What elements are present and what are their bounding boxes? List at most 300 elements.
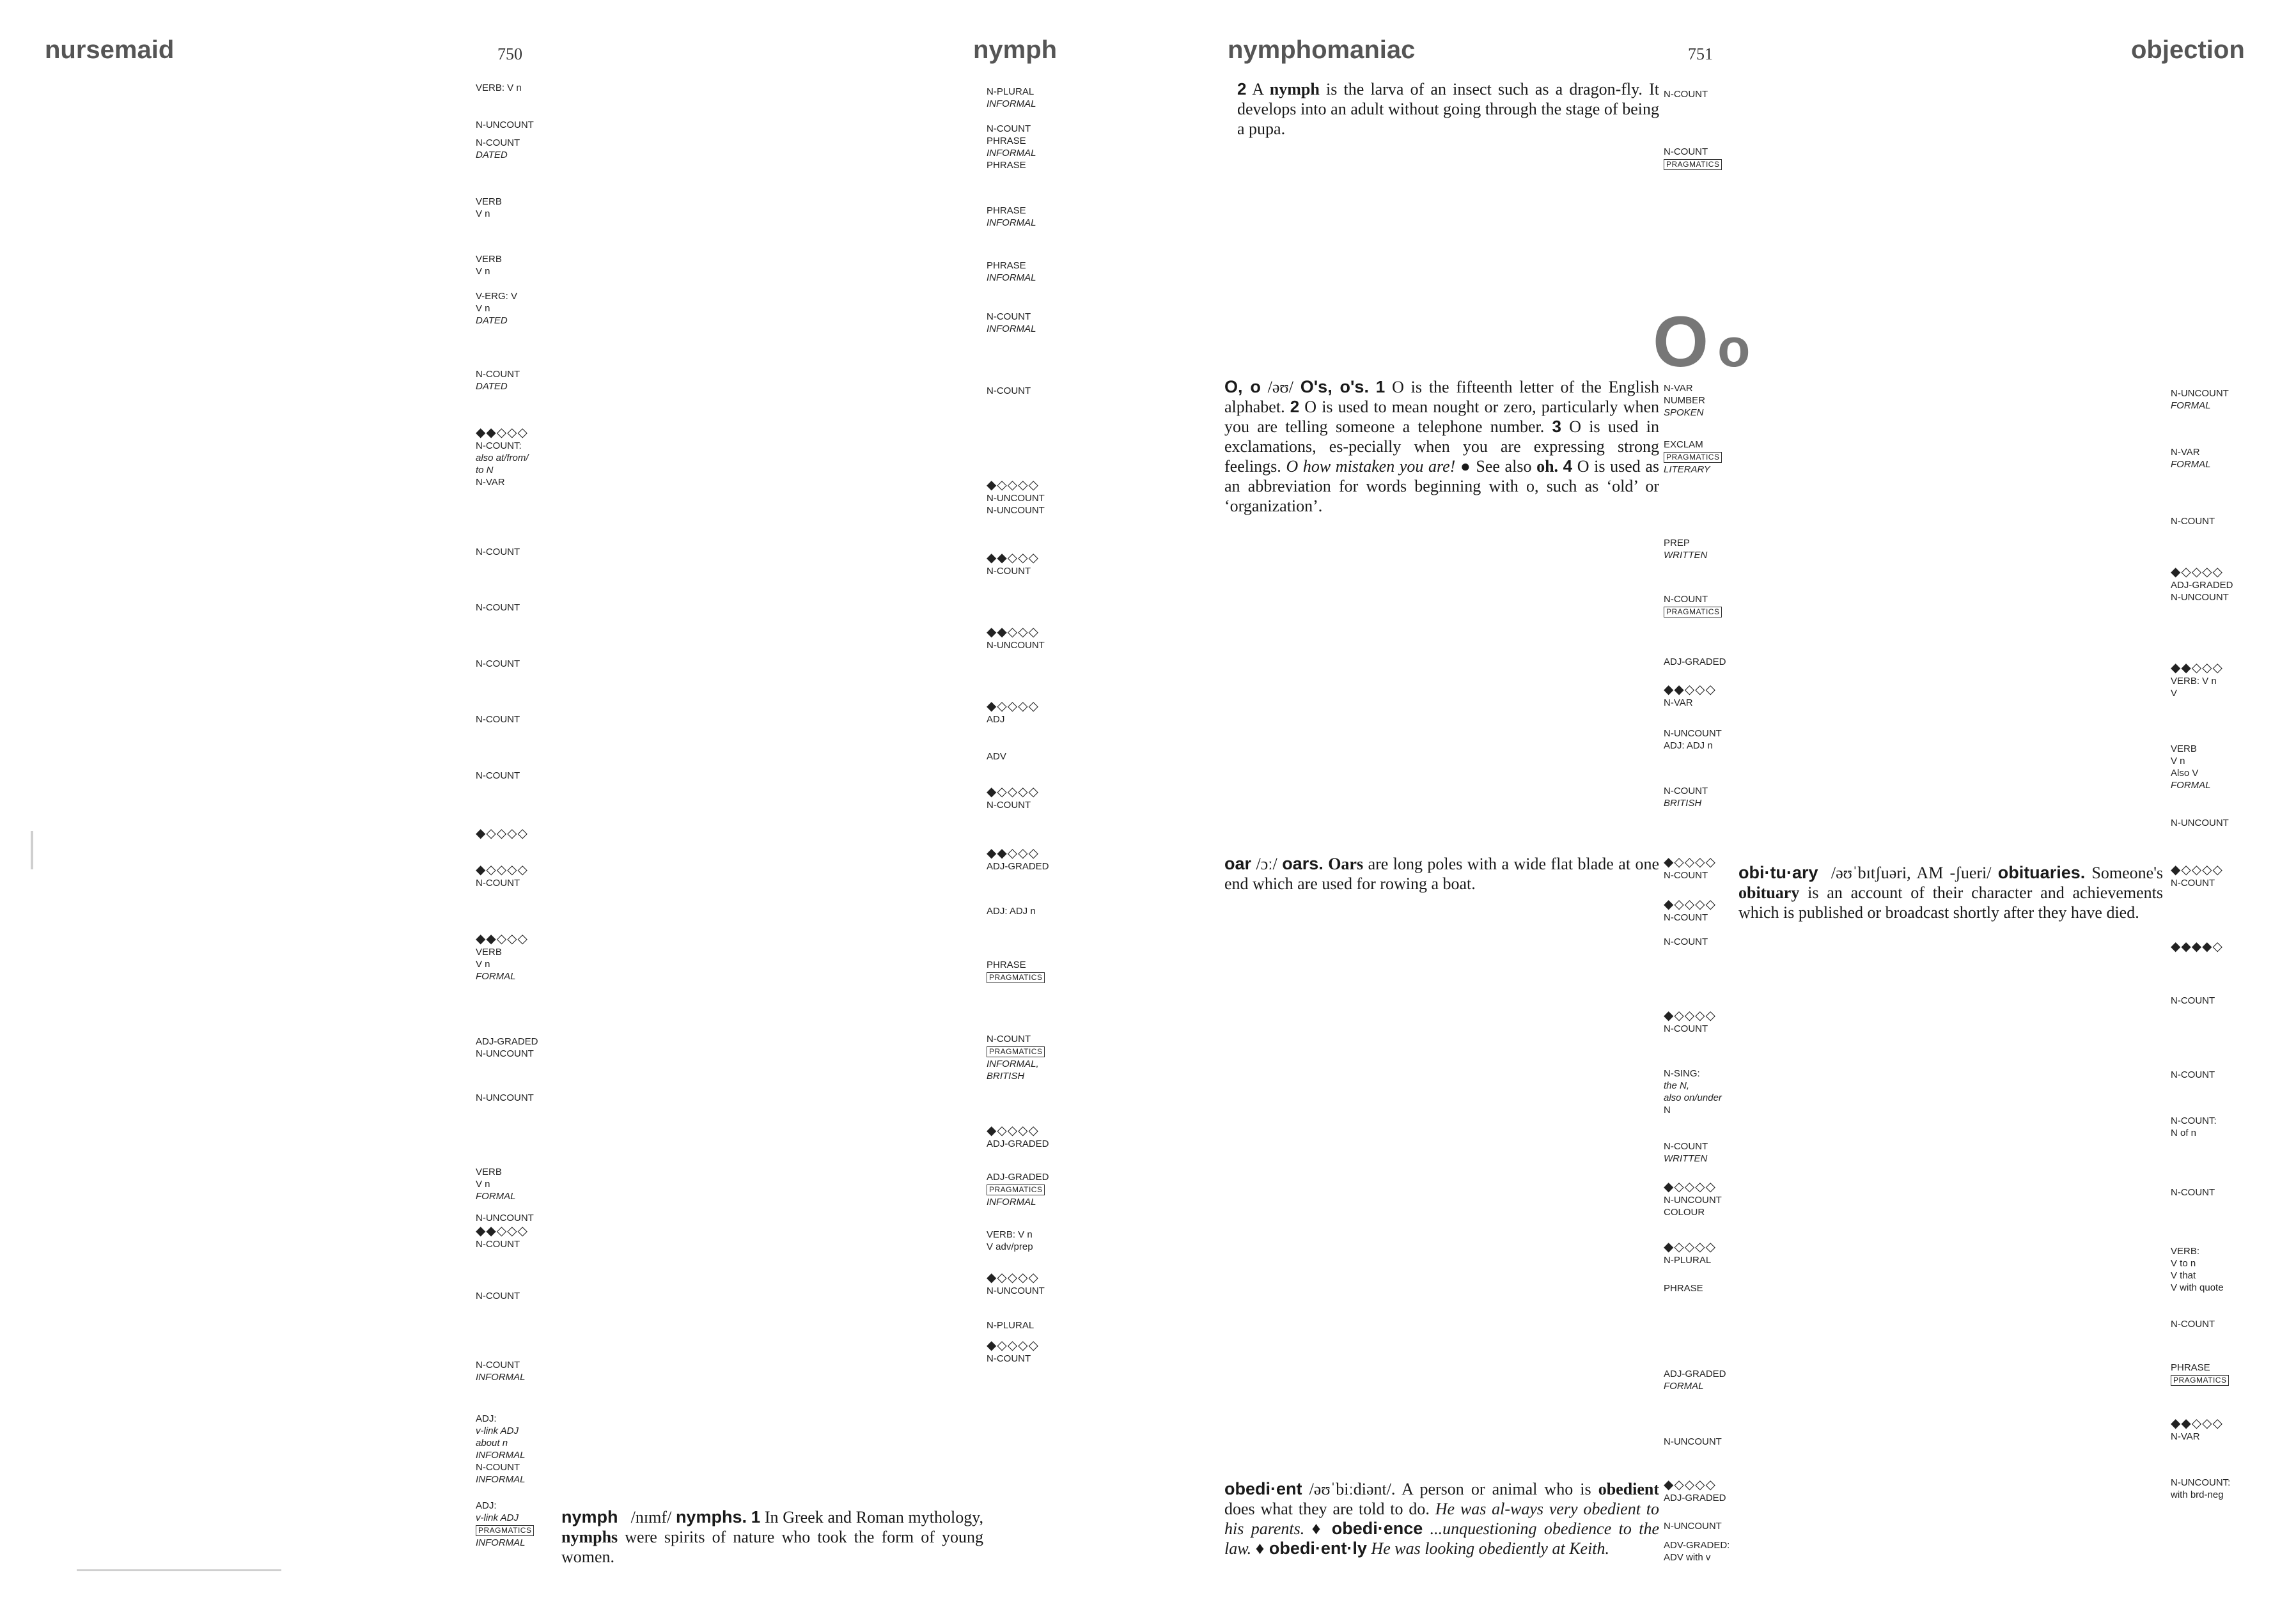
grammar-label xyxy=(2171,515,2215,527)
grammar-label-line: V with quote xyxy=(2171,1282,2224,1293)
grammar-label-line: VERB xyxy=(2171,743,2197,754)
grammar-label-line: N-UNCOUNT xyxy=(476,1048,534,1059)
grammar-label xyxy=(2171,1245,2224,1294)
derived-form: ♦ obedi·ent·ly xyxy=(1255,1539,1367,1558)
grammar-label-line: WRITTEN xyxy=(1664,550,1708,561)
grammar-label xyxy=(987,86,1036,110)
running-head-right: nymphomaniac xyxy=(1228,36,1416,64)
grammar-label xyxy=(1664,727,1722,752)
grammar-label-line: FORMAL xyxy=(476,1191,516,1202)
derived-form: ♦ obedi·ence xyxy=(1311,1519,1423,1538)
grammar-label-line: V that xyxy=(2171,1270,2196,1281)
grammar-label xyxy=(476,1092,534,1104)
grammar-label-line: ADV xyxy=(987,751,1006,762)
grammar-label xyxy=(1664,897,1716,924)
page-number-right: 751 xyxy=(1688,45,1713,63)
grammar-label xyxy=(2171,387,2229,412)
sense-number: 1 xyxy=(751,1507,761,1526)
grammar-label-line: INFORMAL xyxy=(987,323,1036,334)
grammar-label-line: V xyxy=(2171,688,2178,699)
definition-text: were spirits of nature who took the form of young women. xyxy=(561,1528,983,1566)
definition-bold: nymph xyxy=(1269,80,1320,98)
grammar-label-line: with brd-neg xyxy=(2171,1489,2224,1500)
grammar-label-line: PHRASE xyxy=(987,136,1026,146)
sense-number: 3 xyxy=(1552,417,1561,436)
grammar-label-line: V n xyxy=(476,208,490,219)
grammar-label xyxy=(476,546,520,558)
grammar-label-line: VERB: xyxy=(2171,1246,2200,1257)
grammar-label-line: ◆◆◇◇◇ xyxy=(2171,661,2223,675)
grammar-label-line: N-UNCOUNT xyxy=(1664,1195,1722,1206)
grammar-label-line: PHRASE xyxy=(1664,1283,1703,1294)
grammar-label-line: INFORMAL xyxy=(476,1372,526,1383)
grammar-label-line: ◆◆◇◇◇ xyxy=(2171,1417,2223,1431)
definition-text: does what they are told to do. xyxy=(1224,1500,1430,1518)
grammar-label xyxy=(476,658,520,670)
grammar-label-line: N-UNCOUNT xyxy=(2171,592,2229,603)
grammar-label-line: N-COUNT xyxy=(2171,1069,2215,1080)
grammar-label xyxy=(987,551,1039,577)
grammar-label-line: ◆◇◇◇◇ xyxy=(987,699,1039,713)
grammar-label-line: ◆◇◇◇◇ xyxy=(1664,1478,1716,1492)
pronunciation: /ɔː/ xyxy=(1256,855,1277,873)
grammar-label xyxy=(987,1339,1039,1365)
headword: nymph xyxy=(561,1507,618,1526)
definition-text: A xyxy=(1252,80,1263,98)
grammar-label-line: N-COUNT xyxy=(987,1034,1031,1044)
grammar-label xyxy=(1664,593,1722,618)
grammar-label xyxy=(1664,936,1708,948)
definition-text: is the larva of an insect such as a dragon-fly. It develops into an adult without going through the stage of being a pupa. xyxy=(1237,80,1659,138)
grammar-label-line: N-COUNT xyxy=(2171,1319,2215,1330)
cross-reference-word: oh. xyxy=(1536,457,1559,476)
page-number-left: 750 xyxy=(497,45,522,63)
grammar-label xyxy=(987,1271,1045,1297)
grammar-label-line: VERB xyxy=(476,196,502,207)
example-text: He was al-ways very obedient to his parents. xyxy=(1224,1500,1660,1538)
grammar-label xyxy=(1664,1180,1722,1218)
grammar-label-line: ADJ-GRADED xyxy=(1664,1493,1726,1503)
grammar-label-line: INFORMAL xyxy=(987,272,1036,283)
headword: obi·tu·ary xyxy=(1738,863,1818,882)
grammar-label-line: ADJ-GRADED xyxy=(987,861,1049,872)
grammar-label-line: INFORMAL xyxy=(476,1537,526,1548)
grammar-label-line: INFORMAL, xyxy=(987,1059,1039,1069)
grammar-label-line: V n xyxy=(2171,756,2185,766)
grammar-label-line: PRAGMATICS xyxy=(2171,1375,2229,1386)
grammar-label-line: N-UNCOUNT xyxy=(476,1092,534,1103)
grammar-label xyxy=(987,205,1036,229)
entry-o xyxy=(1224,377,1659,516)
grammar-label-line: N-COUNT xyxy=(476,602,520,613)
grammar-label xyxy=(476,863,528,889)
grammar-label-line: ◆◇◇◇◇ xyxy=(987,1271,1039,1285)
right-page xyxy=(1148,0,2296,1623)
grammar-label-line: ADJ: ADJ n xyxy=(987,906,1036,917)
definition-text: are long poles with a wide flat blade at one end which are used for rowing a boat. xyxy=(1224,855,1660,893)
running-head-right-end: objection xyxy=(2131,36,2245,64)
grammar-label-line: V n xyxy=(476,959,490,970)
grammar-label-line: N-COUNT xyxy=(2171,878,2215,889)
grammar-label xyxy=(1664,1368,1726,1392)
running-head-left-end: nymph xyxy=(973,36,1058,64)
grammar-label-line: N-UNCOUNT xyxy=(1664,1521,1722,1532)
grammar-label-line: N-COUNT xyxy=(476,770,520,781)
grammar-label xyxy=(476,1166,516,1202)
grammar-label-line: ADJ-GRADED xyxy=(476,1036,538,1047)
example-text: He was looking obediently at Keith. xyxy=(1371,1539,1610,1558)
grammar-label xyxy=(1664,1282,1703,1294)
grammar-label-line: N-COUNT xyxy=(1664,1141,1708,1152)
grammar-label-line: N-VAR xyxy=(2171,1431,2200,1442)
grammar-label xyxy=(476,1413,526,1486)
grammar-label-line: ADJ-GRADED xyxy=(987,1172,1049,1183)
grammar-label-line: INFORMAL xyxy=(476,1474,526,1485)
grammar-label-line: LITERARY xyxy=(1664,464,1710,475)
inflected-forms: O's, o's. xyxy=(1300,377,1369,396)
grammar-label-line: PRAGMATICS xyxy=(987,1184,1045,1195)
grammar-label-line: ◆◆◇◇◇ xyxy=(476,1224,528,1238)
grammar-label-line: N-VAR xyxy=(1664,383,1693,394)
grammar-label-line: ◆◇◇◇◇ xyxy=(987,1339,1039,1353)
grammar-label-line: SPOKEN xyxy=(1664,407,1704,418)
grammar-label-line: N-COUNT xyxy=(476,1291,520,1301)
grammar-label-line: V n xyxy=(476,1179,490,1190)
grammar-label-line: N-COUNT xyxy=(1664,146,1708,157)
grammar-label-line: N-UNCOUNT xyxy=(1664,728,1722,739)
grammar-label-line: N-COUNT xyxy=(476,369,520,380)
grammar-label-line: PHRASE xyxy=(987,260,1026,271)
grammar-label xyxy=(987,311,1036,335)
grammar-label-line: FORMAL xyxy=(2171,400,2211,411)
grammar-label xyxy=(987,385,1031,397)
grammar-label-line: ◆◆◇◇◇ xyxy=(987,846,1039,860)
grammar-label-line: DATED xyxy=(476,150,508,160)
definition-text: A person or animal who is xyxy=(1402,1480,1591,1498)
grammar-label xyxy=(476,368,520,392)
grammar-label xyxy=(1664,146,1722,171)
grammar-label xyxy=(2171,743,2211,791)
grammar-label-line: N-COUNT xyxy=(1664,89,1708,100)
grammar-label-line: N-COUNT xyxy=(476,714,520,725)
definition-text: O is used as an abbreviation for words beginning with o, such as ‘old’ or ‘organization’. xyxy=(1224,457,1660,515)
grammar-label-line: ◆◇◇◇◇ xyxy=(476,863,528,877)
headword: obedi·ent xyxy=(1224,1479,1302,1498)
grammar-label xyxy=(2171,661,2223,699)
grammar-label xyxy=(2171,1069,2215,1081)
sense-number: 2 xyxy=(1290,397,1300,416)
grammar-label-line: v-link ADJ xyxy=(476,1512,519,1523)
grammar-label-line: N-UNCOUNT xyxy=(476,1213,534,1223)
pronunciation: /əʊˈbɪtʃuəri, AM -ʃueri/ xyxy=(1831,864,1992,882)
grammar-label-line: ◆◇◇◇◇ xyxy=(1664,897,1716,912)
grammar-label xyxy=(476,137,520,161)
grammar-label-line: also at/from/ xyxy=(476,453,529,463)
grammar-label xyxy=(987,1319,1034,1332)
grammar-label-line: PRAGMATICS xyxy=(1664,607,1722,617)
grammar-label xyxy=(476,1290,520,1302)
grammar-label-line: PHRASE xyxy=(987,205,1026,216)
grammar-label xyxy=(987,625,1045,651)
grammar-label-line: N of n xyxy=(2171,1128,2197,1138)
grammar-label xyxy=(476,1212,534,1250)
grammar-label-line: ◆◆◇◇◇ xyxy=(1664,683,1716,697)
grammar-label xyxy=(476,119,534,131)
letter-upper: O xyxy=(1653,302,1709,382)
entry-oar xyxy=(1224,854,1659,894)
definition-text: O is used to mean nought or zero, particularly when you are telling someone a telephone number. xyxy=(1224,398,1659,436)
grammar-label xyxy=(476,290,517,327)
grammar-label xyxy=(2171,1417,2223,1443)
grammar-label-line: PRAGMATICS xyxy=(987,1046,1045,1057)
grammar-label xyxy=(1664,537,1707,561)
pronunciation: /nɪmf/ xyxy=(630,1508,672,1526)
inflected-forms: nymphs. xyxy=(675,1507,747,1526)
grammar-label-line: ADJ-GRADED xyxy=(2171,580,2233,591)
grammar-label xyxy=(1664,1478,1726,1504)
grammar-label-line: ◆◇◇◇◇ xyxy=(1664,1009,1716,1023)
definition-bold: nymphs xyxy=(561,1528,618,1546)
grammar-label-line: ◆◆◇◇◇ xyxy=(987,551,1039,565)
grammar-label-line: also on/under xyxy=(1664,1092,1722,1103)
grammar-label-line: N-COUNT xyxy=(987,800,1031,811)
grammar-label-line: VERB xyxy=(476,947,502,958)
grammar-label-line: FORMAL xyxy=(476,971,516,982)
grammar-label-line: N-COUNT xyxy=(476,137,520,148)
grammar-label-line: ◆◇◇◇◇ xyxy=(2171,863,2223,877)
grammar-label-line: ◆◇◇◇◇ xyxy=(987,1124,1039,1138)
grammar-label-line: PRAGMATICS xyxy=(1664,159,1722,170)
grammar-label-line: N-COUNT: xyxy=(476,440,522,451)
grammar-label-line: N-VAR xyxy=(476,477,505,488)
letter-lower: o xyxy=(1717,318,1751,378)
grammar-label-line: N-VAR xyxy=(2171,447,2200,458)
grammar-label xyxy=(987,750,1006,763)
grammar-label xyxy=(476,770,520,782)
grammar-label-line: N-COUNT xyxy=(476,878,520,889)
grammar-label-line: BRITISH xyxy=(1664,798,1702,809)
grammar-label-line: V n xyxy=(476,303,490,314)
grammar-label-line: EXCLAM xyxy=(1664,439,1703,450)
headword: O, o xyxy=(1224,377,1261,396)
grammar-label-line: ADJ: ADJ n xyxy=(1664,740,1713,751)
grammar-label xyxy=(1664,656,1726,668)
grammar-label-line: ◆◇◇◇◇ xyxy=(1664,1240,1716,1254)
cross-reference: ● See also xyxy=(1460,457,1532,476)
grammar-label-line: N-UNCOUNT xyxy=(2171,818,2229,828)
grammar-label xyxy=(1664,1140,1708,1165)
grammar-label-line: INFORMAL xyxy=(987,217,1036,228)
grammar-label-line: ADJ xyxy=(987,714,1005,725)
grammar-label-line: N-COUNT xyxy=(987,566,1031,577)
grammar-label-line: N-UNCOUNT xyxy=(1664,1436,1722,1447)
grammar-label-line: ADV-GRADED: xyxy=(1664,1540,1730,1551)
grammar-label xyxy=(1664,855,1716,881)
grammar-label xyxy=(2171,863,2223,889)
grammar-label-line: N xyxy=(1664,1105,1671,1115)
grammar-label-line: about n xyxy=(476,1438,508,1448)
entry-obedient xyxy=(1224,1479,1659,1558)
definition-text: Someone's xyxy=(2091,864,2164,882)
grammar-label xyxy=(476,827,528,841)
grammar-label-line: PHRASE xyxy=(987,160,1026,171)
grammar-label xyxy=(476,932,528,982)
grammar-label-line: N-COUNT xyxy=(476,658,520,669)
grammar-label-line: N-COUNT xyxy=(987,123,1031,134)
grammar-label-line: VERB: V n xyxy=(2171,676,2217,687)
grammar-label xyxy=(987,905,1036,917)
grammar-label-line: ◆◇◇◇◇ xyxy=(476,827,528,841)
entry-obituary xyxy=(1738,863,2163,922)
grammar-label-line: PRAGMATICS xyxy=(476,1525,534,1536)
grammar-label-line: N-UNCOUNT xyxy=(476,120,534,130)
grammar-label-line: the N, xyxy=(1664,1080,1690,1091)
grammar-label-line: V adv/prep xyxy=(987,1241,1033,1252)
grammar-label-line: VERB xyxy=(476,1167,502,1177)
grammar-label-line: N-PLURAL xyxy=(987,86,1035,97)
grammar-label xyxy=(987,846,1049,873)
grammar-label-line: N-PLURAL xyxy=(1664,1255,1712,1266)
grammar-label-line: PHRASE xyxy=(987,959,1026,970)
grammar-label xyxy=(987,959,1045,984)
grammar-label-line: DATED xyxy=(476,381,508,392)
grammar-label xyxy=(987,260,1036,284)
grammar-label-line: N-COUNT xyxy=(1664,1023,1708,1034)
grammar-label-line: N-COUNT xyxy=(987,1353,1031,1364)
grammar-label-line: PRAGMATICS xyxy=(987,972,1045,983)
grammar-label-line: ADV with v xyxy=(1664,1552,1711,1563)
grammar-label-line: ◆◇◇◇◇ xyxy=(1664,1180,1716,1194)
grammar-label-line: N-COUNT xyxy=(1664,936,1708,947)
grammar-label-line: ◆◆◆◆◇ xyxy=(2171,940,2223,954)
grammar-label xyxy=(1664,785,1708,809)
grammar-label xyxy=(476,196,502,220)
grammar-label xyxy=(2171,940,2223,954)
example-text: ...unquestioning obedience to the law. xyxy=(1224,1519,1660,1558)
grammar-label xyxy=(1664,1539,1730,1564)
headword: oar xyxy=(1224,854,1252,873)
entry-nymph xyxy=(561,1507,983,1567)
grammar-label-line: N-VAR xyxy=(1664,697,1693,708)
grammar-label-line: N-UNCOUNT xyxy=(2171,388,2229,399)
grammar-label-line: DATED xyxy=(476,315,508,326)
grammar-label-line: N-COUNT xyxy=(2171,1187,2215,1198)
grammar-label xyxy=(987,699,1039,726)
grammar-label xyxy=(987,785,1039,811)
grammar-label-line: N-COUNT xyxy=(476,1360,520,1371)
grammar-label-line: BRITISH xyxy=(987,1071,1025,1082)
grammar-label xyxy=(476,1500,534,1549)
grammar-label-line: ADJ-GRADED xyxy=(1664,656,1726,667)
grammar-label-line: to N xyxy=(476,465,494,476)
grammar-label-line: N-COUNT xyxy=(476,1462,520,1473)
grammar-label-line: N-COUNT xyxy=(1664,870,1708,881)
grammar-label-line: N-UNCOUNT xyxy=(987,1285,1045,1296)
grammar-label-line: FORMAL xyxy=(2171,780,2211,791)
grammar-label xyxy=(1664,1436,1722,1448)
grammar-label-line: N-UNCOUNT xyxy=(987,493,1045,504)
grammar-label xyxy=(476,82,522,94)
definition-bold: Oars xyxy=(1328,855,1364,873)
grammar-label-line: INFORMAL xyxy=(987,98,1036,109)
grammar-label-line: PRAGMATICS xyxy=(1664,452,1722,463)
inflected-forms: obituaries. xyxy=(1997,863,2086,882)
grammar-label xyxy=(2171,1115,2217,1139)
grammar-label xyxy=(2171,446,2211,470)
grammar-label-line: N-COUNT xyxy=(1664,786,1708,796)
grammar-label-line: N-UNCOUNT xyxy=(987,640,1045,651)
grammar-label xyxy=(476,602,520,614)
inflected-forms: oars. xyxy=(1282,854,1324,873)
grammar-label xyxy=(1664,439,1722,476)
grammar-label xyxy=(987,1229,1033,1253)
grammar-label-line: ◆◇◇◇◇ xyxy=(2171,565,2223,579)
grammar-label xyxy=(476,1359,526,1383)
grammar-label-line: N-PLURAL xyxy=(987,1320,1035,1331)
grammar-label-line: ADJ-GRADED xyxy=(1664,1369,1726,1379)
grammar-label xyxy=(1664,382,1705,419)
grammar-label xyxy=(1664,88,1708,100)
grammar-label xyxy=(2171,565,2233,603)
grammar-label xyxy=(2171,817,2229,829)
grammar-label-line: INFORMAL xyxy=(476,1450,526,1461)
definition-text: O is used in exclamations, es-pecially when you are expressing strong feelings. xyxy=(1224,417,1660,476)
definition-bold: obituary xyxy=(1738,883,1800,902)
grammar-label-line: ADJ: xyxy=(476,1413,497,1424)
grammar-label-line: Also V xyxy=(2171,768,2199,779)
grammar-label-line: V n xyxy=(476,266,490,277)
definition-text: In Greek and Roman mythology, xyxy=(764,1508,984,1526)
grammar-label xyxy=(1664,1009,1716,1035)
grammar-label xyxy=(987,1033,1045,1082)
grammar-label xyxy=(987,123,1036,171)
grammar-label-line: WRITTEN xyxy=(1664,1153,1708,1164)
grammar-label xyxy=(987,478,1045,516)
grammar-label-line: COLOUR xyxy=(1664,1207,1705,1218)
entry-nymph-sense-2 xyxy=(1237,79,1659,139)
grammar-label-line: FORMAL xyxy=(1664,1381,1704,1392)
grammar-label-line: N-UNCOUNT: xyxy=(2171,1477,2231,1488)
definition-text: is an account of their character and achievements which is published or broadcast shortly after they have died. xyxy=(1738,883,2163,922)
grammar-label-line: v-link ADJ xyxy=(476,1425,519,1436)
grammar-label xyxy=(476,426,529,488)
grammar-label xyxy=(476,1036,538,1060)
grammar-label-line: V to n xyxy=(2171,1258,2196,1269)
grammar-label-line: V-ERG: V xyxy=(476,291,518,302)
grammar-label-line: ◆◇◇◇◇ xyxy=(987,478,1039,492)
sense-number: 1 xyxy=(1375,377,1386,396)
grammar-label-line: N-COUNT xyxy=(1664,912,1708,923)
grammar-label-line: PREP xyxy=(1664,538,1690,548)
running-head-left: nursemaid xyxy=(45,36,175,64)
grammar-label-line: FORMAL xyxy=(2171,459,2211,470)
grammar-label-line: N-COUNT xyxy=(2171,516,2215,527)
grammar-label-line: N-COUNT xyxy=(2171,995,2215,1006)
letter-section-heading xyxy=(1653,300,1750,383)
grammar-label-line: N-COUNT xyxy=(476,547,520,557)
grammar-label xyxy=(2171,1318,2215,1330)
grammar-label-line: ◆◆◇◇◇ xyxy=(987,625,1039,639)
grammar-label xyxy=(987,1171,1049,1208)
example-text: O how mistaken you are! xyxy=(1286,457,1456,476)
grammar-label xyxy=(1664,1068,1722,1116)
grammar-label-line: ADJ: xyxy=(476,1500,497,1511)
grammar-label-line: VERB: V n xyxy=(476,82,522,93)
grammar-label xyxy=(2171,1362,2229,1386)
grammar-label-line: ◆◇◇◇◇ xyxy=(1664,855,1716,869)
sense-number: 4 xyxy=(1563,456,1573,476)
grammar-label-line: N-COUNT xyxy=(476,1239,520,1250)
